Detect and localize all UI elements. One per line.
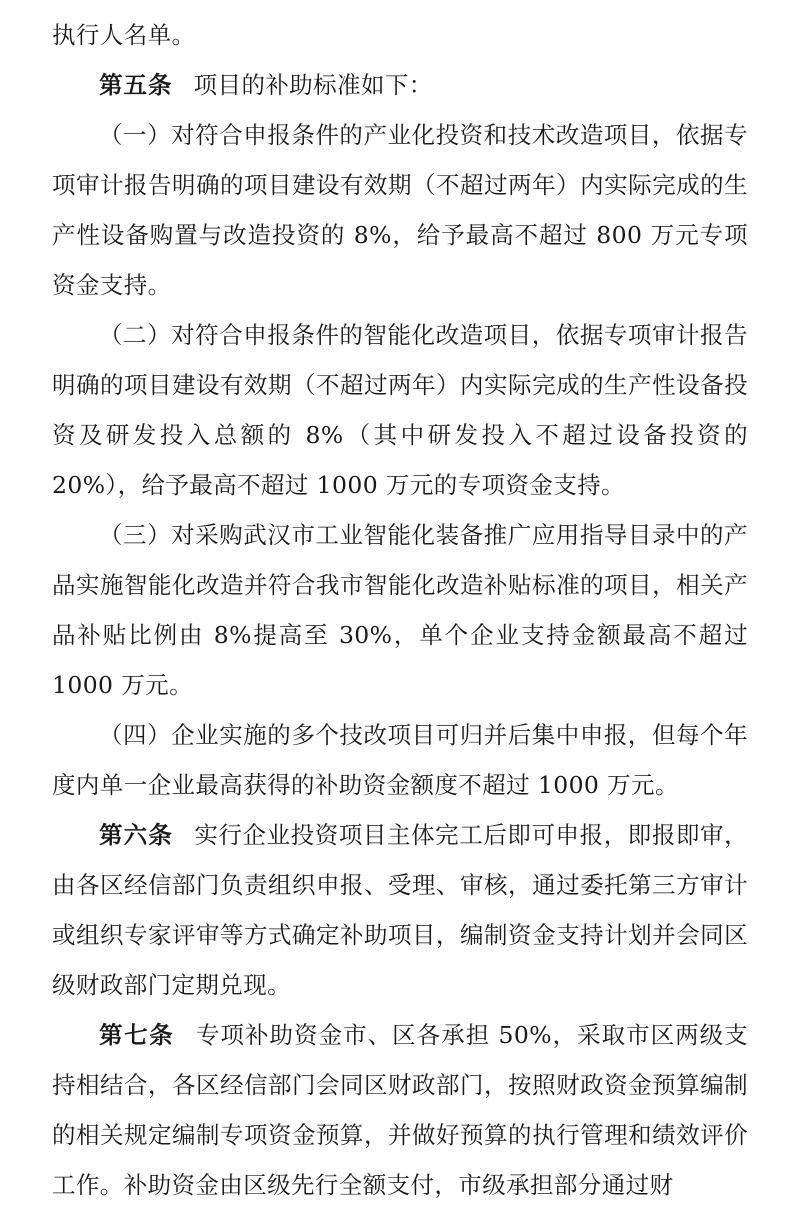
paragraph-text: 专项补助资金市、区各承担 50%，采取市区两级支持相结合，各区经信部门会同区财政部门，按照财政资金预算编制的相关规定编制专项资金预算，并做好预算的执行管理和绩效评价工作。补助资金由区级先行全额支付，市级承担部分通过财	[52, 1021, 748, 1199]
article-label-7: 第七条	[99, 1021, 175, 1049]
paragraph-text: （四）企业实施的多个技改项目可归并后集中申报，但每个年度内单一企业最高获得的补助资金额度不超过 1000 万元。	[52, 721, 748, 799]
paragraph-item-3	[52, 510, 748, 710]
paragraph-text: （一）对符合申报条件的产业化投资和技术改造项目，依据专项审计报告明确的项目建设有效期（不超过两年）内实际完成的生产性设备购置与改造投资的 8%，给予最高不超过 800 万元专项资金支持。	[52, 121, 748, 299]
paragraph-item-1	[52, 110, 748, 310]
paragraph-continued	[52, 10, 748, 60]
paragraph-text: 项目的补助标准如下：	[193, 71, 433, 99]
article-label-6: 第六条	[99, 821, 174, 849]
paragraph-article-6	[52, 810, 748, 1010]
paragraph-item-2	[52, 310, 748, 510]
paragraph-item-4	[52, 710, 748, 810]
article-label-5: 第五条	[99, 71, 173, 99]
paragraph-text: 实行企业投资项目主体完工后即可申报，即报即审，由各区经信部门负责组织申报、受理、审核，通过委托第三方审计或组织专家评审等方式确定补助项目，编制资金支持计划并会同区级财政部门定期兑现。	[52, 821, 749, 999]
paragraph-text: 执行人名单。	[52, 21, 196, 49]
paragraph-article-7	[52, 1010, 748, 1210]
paragraph-text: （三）对采购武汉市工业智能化装备推广应用指导目录中的产品实施智能化改造并符合我市智能化改造补贴标准的项目，相关产品补贴比例由 8%提高至 30%，单个企业支持金额最高不超过 1000 万元。	[52, 521, 748, 699]
paragraph-article-5	[52, 60, 748, 110]
paragraph-text: （二）对符合申报条件的智能化改造项目，依据专项审计报告明确的项目建设有效期（不超过两年）内实际完成的生产性设备投资及研发投入总额的 8%（其中研发投入不超过设备投资的 20%），给予最高不超过 1000 万元的专项资金支持。	[52, 321, 748, 499]
